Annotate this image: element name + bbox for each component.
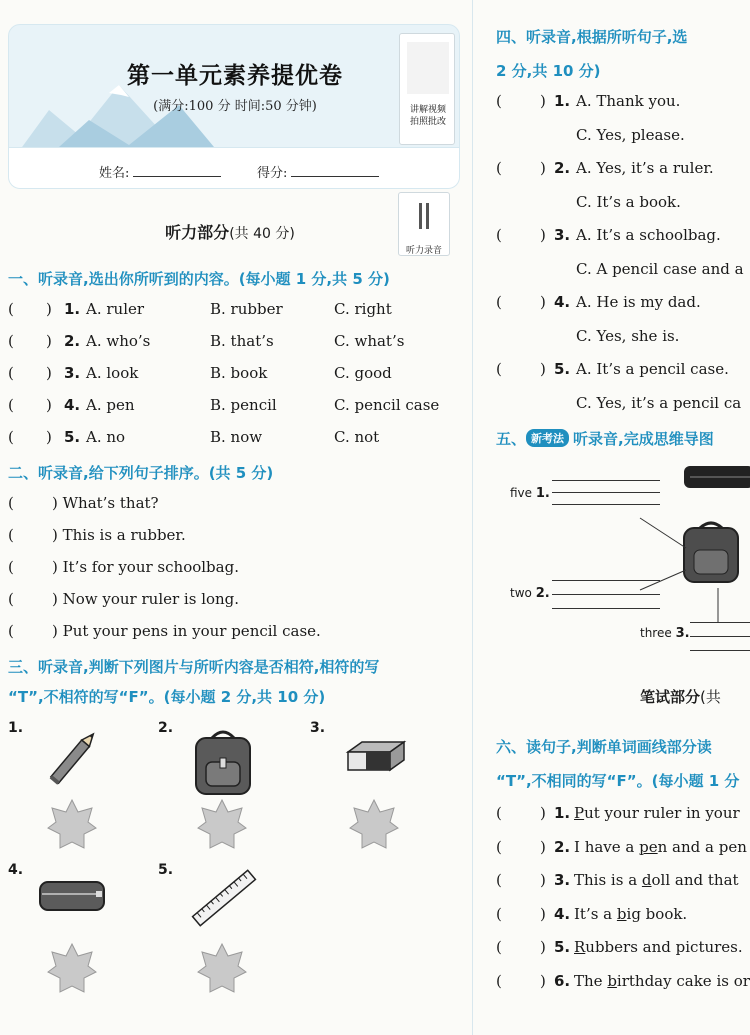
section3-title-line2: “T”,不相符的写“F”。(每小题 2 分,共 10 分) bbox=[8, 688, 326, 706]
picture-number: 2. bbox=[158, 720, 174, 736]
option-a: A. It’s a schoolbag. bbox=[576, 226, 721, 244]
section6-title-line1: 六、读句子,判断单词画线部分读 bbox=[496, 738, 712, 756]
pencil-icon bbox=[42, 728, 106, 786]
option-c: C. Yes, please. bbox=[576, 126, 685, 144]
answer-paren-close: ) bbox=[540, 159, 546, 177]
sentence-text bbox=[574, 972, 750, 990]
sentence-text bbox=[574, 905, 687, 923]
question-number: 3. bbox=[554, 871, 571, 889]
answer-paren-close: ) bbox=[46, 332, 52, 350]
section1-title: 一、听录音,选出你所听到的内容。(每小题 1 分,共 5 分) bbox=[8, 270, 390, 288]
question-number: 3. bbox=[554, 226, 571, 244]
option-b: B. now bbox=[210, 428, 263, 446]
answer-paren-close: ) bbox=[540, 837, 546, 856]
answer-paren[interactable]: ( bbox=[496, 938, 502, 956]
answer-paren-close: ) bbox=[540, 293, 546, 311]
option-b: B. that’s bbox=[210, 332, 274, 350]
answer-line[interactable] bbox=[690, 650, 750, 651]
option-a: A. no bbox=[86, 428, 126, 446]
answer-paren[interactable]: ( bbox=[496, 871, 502, 889]
answer-paren-close: ) bbox=[540, 360, 546, 378]
exam-header-card bbox=[8, 24, 460, 189]
answer-paren-close: ) bbox=[540, 804, 546, 822]
underlined-part: b bbox=[607, 971, 617, 990]
answer-paren-close: ) bbox=[540, 871, 546, 889]
answer-star-box[interactable] bbox=[196, 942, 248, 994]
option-c: C. A pencil case and a bbox=[576, 260, 744, 278]
name-score-band bbox=[9, 147, 460, 189]
sentence-prefix: The bbox=[574, 971, 608, 990]
sentence-text: ) It’s for your schoolbag. bbox=[52, 558, 239, 576]
sentence-text: ) Put your pens in your pencil case. bbox=[52, 622, 321, 640]
question-number: 6. bbox=[554, 971, 571, 990]
sentence-prefix: It’s a bbox=[574, 904, 617, 923]
answer-line[interactable] bbox=[552, 492, 660, 493]
answer-paren-close: ) bbox=[540, 92, 546, 110]
name-field[interactable]: 姓名: bbox=[99, 162, 221, 181]
sentence-suffix: ut your ruler in your bbox=[584, 804, 740, 822]
exam-meta: (满分:100 分 时间:50 分钟) bbox=[153, 99, 317, 114]
underlined-part: d bbox=[641, 871, 652, 889]
sentence-text: ) Now your ruler is long. bbox=[52, 590, 240, 608]
section5-title: 五、 新考法 听录音,完成思维导图 bbox=[496, 430, 714, 448]
option-a: A. pen bbox=[86, 396, 135, 414]
answer-line[interactable] bbox=[690, 622, 750, 623]
picture-number: 1. bbox=[8, 720, 24, 736]
option-a: A. Thank you. bbox=[576, 92, 681, 110]
answer-star-box[interactable] bbox=[348, 798, 400, 850]
answer-paren[interactable]: ( bbox=[8, 558, 14, 576]
written-section-header: 笔试部分(共 bbox=[640, 688, 721, 706]
question-number: 4. bbox=[64, 396, 81, 414]
sentence-text bbox=[574, 938, 743, 956]
question-number: 4. bbox=[554, 293, 571, 311]
answer-paren[interactable]: ( bbox=[8, 428, 14, 446]
question-number: 2. bbox=[554, 159, 571, 177]
sentence-suffix: ubbers and pictures. bbox=[585, 938, 743, 956]
answer-star-box[interactable] bbox=[46, 942, 98, 994]
underlined-part: P bbox=[574, 804, 585, 822]
section2-title: 二、听录音,给下列句子排序。(共 5 分) bbox=[8, 464, 274, 482]
option-c: C. good bbox=[334, 364, 392, 382]
question-number: 5. bbox=[554, 360, 571, 378]
answer-paren-close: ) bbox=[540, 938, 546, 956]
option-a: A. He is my dad. bbox=[576, 293, 701, 311]
question-number: 4. bbox=[554, 904, 571, 923]
sentence-suffix: n and a pen bbox=[657, 837, 747, 856]
mind-map-label-2: two 2. bbox=[510, 586, 550, 601]
mind-map-label-3: three 3. bbox=[640, 626, 690, 641]
sentence-text bbox=[574, 838, 747, 856]
answer-paren[interactable]: ( bbox=[8, 494, 14, 512]
answer-paren[interactable]: ( bbox=[496, 159, 502, 177]
answer-paren-close: ) bbox=[46, 428, 52, 446]
question-number: 1. bbox=[64, 300, 81, 318]
answer-paren-close: ) bbox=[540, 904, 546, 923]
answer-paren[interactable]: ( bbox=[8, 300, 14, 318]
picture-number: 3. bbox=[310, 720, 326, 736]
answer-paren[interactable]: ( bbox=[496, 360, 502, 378]
option-b: B. rubber bbox=[210, 300, 283, 318]
answer-star-box[interactable] bbox=[46, 798, 98, 850]
sentence-text bbox=[574, 804, 740, 822]
answer-paren[interactable]: ( bbox=[8, 622, 14, 640]
section6-title-line2: “T”,不相同的写“F”。(每小题 1 分 bbox=[496, 772, 740, 790]
mind-map-label-1: five 1. bbox=[510, 486, 550, 501]
answer-star-box[interactable] bbox=[196, 798, 248, 850]
new-method-badge: 新考法 bbox=[526, 429, 569, 447]
audio-icon bbox=[399, 193, 449, 241]
picture-number: 5. bbox=[158, 862, 174, 878]
answer-paren[interactable]: ( bbox=[496, 804, 502, 822]
pencil-case-icon bbox=[36, 876, 108, 916]
option-c: C. pencil case bbox=[334, 396, 440, 414]
qr-label: 讲解视频 拍照批改 bbox=[409, 105, 446, 127]
column-divider bbox=[472, 0, 473, 1035]
option-c: C. what’s bbox=[334, 332, 405, 350]
option-c: C. not bbox=[334, 428, 380, 446]
option-a: A. who’s bbox=[86, 332, 151, 350]
option-a: A. It’s a pencil case. bbox=[576, 360, 729, 378]
answer-paren[interactable]: ( bbox=[496, 293, 502, 311]
sentence-text: ) This is a rubber. bbox=[52, 526, 186, 544]
answer-paren-close: ) bbox=[46, 300, 52, 318]
answer-paren[interactable]: ( bbox=[496, 226, 502, 244]
option-a: A. Yes, it’s a ruler. bbox=[576, 159, 714, 177]
rubber-icon bbox=[344, 738, 408, 774]
answer-paren[interactable]: ( bbox=[496, 92, 502, 110]
question-number: 2. bbox=[64, 332, 81, 350]
sentence-prefix: This is a bbox=[574, 871, 642, 889]
answer-paren[interactable]: ( bbox=[496, 971, 502, 990]
sentence-suffix: ig book. bbox=[626, 904, 688, 923]
answer-paren-close: ) bbox=[46, 396, 52, 414]
picture-number: 4. bbox=[8, 862, 24, 878]
answer-line[interactable] bbox=[552, 594, 660, 595]
underlined-part: pe bbox=[639, 837, 658, 856]
option-b: B. book bbox=[210, 364, 268, 382]
section3-title-line1: 三、听录音,判断下列图片与所听内容是否相符,相符的写 bbox=[8, 658, 380, 676]
answer-line[interactable] bbox=[552, 480, 660, 481]
sentence-suffix: irthday cake is or bbox=[616, 971, 750, 990]
sentence-text: ) What’s that? bbox=[52, 494, 159, 512]
answer-paren-close: ) bbox=[46, 364, 52, 382]
question-number: 5. bbox=[554, 938, 571, 956]
sentence-text bbox=[574, 871, 739, 889]
sentence-suffix: oll and that bbox=[651, 871, 739, 889]
qr-code-video[interactable] bbox=[399, 33, 455, 145]
mind-map-lines bbox=[540, 470, 750, 650]
option-c: C. It’s a book. bbox=[576, 193, 681, 211]
score-field[interactable]: 得分: bbox=[257, 162, 379, 181]
exam-title: 第一单元素养提优卷 bbox=[127, 63, 343, 89]
ruler-icon bbox=[188, 868, 260, 928]
answer-paren[interactable]: ( bbox=[8, 526, 14, 544]
option-a: A. ruler bbox=[86, 300, 145, 318]
answer-paren-close: ) bbox=[540, 971, 546, 990]
schoolbag-icon bbox=[188, 726, 258, 798]
option-c: C. right bbox=[334, 300, 392, 318]
question-number: 2. bbox=[554, 837, 571, 856]
answer-paren[interactable]: ( bbox=[8, 332, 14, 350]
qr-code-audio[interactable]: 听力录音 bbox=[398, 192, 450, 256]
answer-line[interactable] bbox=[552, 504, 660, 505]
option-a: A. look bbox=[86, 364, 139, 382]
section4-title-line1: 四、听录音,根据所听句子,选 bbox=[496, 28, 688, 46]
answer-paren-close: ) bbox=[540, 226, 546, 244]
answer-paren[interactable]: ( bbox=[496, 837, 502, 856]
option-b: B. pencil bbox=[210, 396, 277, 414]
answer-line[interactable] bbox=[552, 580, 660, 581]
listening-section-header: 听力部分(共 40 分) bbox=[165, 223, 295, 242]
answer-paren[interactable]: ( bbox=[8, 364, 14, 382]
underlined-part: b bbox=[616, 904, 627, 923]
option-c: C. Yes, it’s a pencil ca bbox=[576, 394, 742, 412]
question-number: 3. bbox=[64, 364, 81, 382]
section4-title-line2: 2 分,共 10 分) bbox=[496, 62, 601, 80]
answer-line[interactable] bbox=[690, 636, 750, 637]
question-number: 1. bbox=[554, 92, 571, 110]
answer-paren[interactable]: ( bbox=[8, 396, 14, 414]
answer-paren[interactable]: ( bbox=[8, 590, 14, 608]
qr-code-icon bbox=[401, 38, 455, 98]
answer-paren[interactable]: ( bbox=[496, 904, 502, 923]
option-c: C. Yes, she is. bbox=[576, 327, 680, 345]
underlined-part: R bbox=[574, 938, 586, 956]
question-number: 5. bbox=[64, 428, 81, 446]
sentence-prefix: I have a bbox=[574, 837, 640, 856]
answer-line[interactable] bbox=[552, 608, 660, 609]
question-number: 1. bbox=[554, 804, 571, 822]
